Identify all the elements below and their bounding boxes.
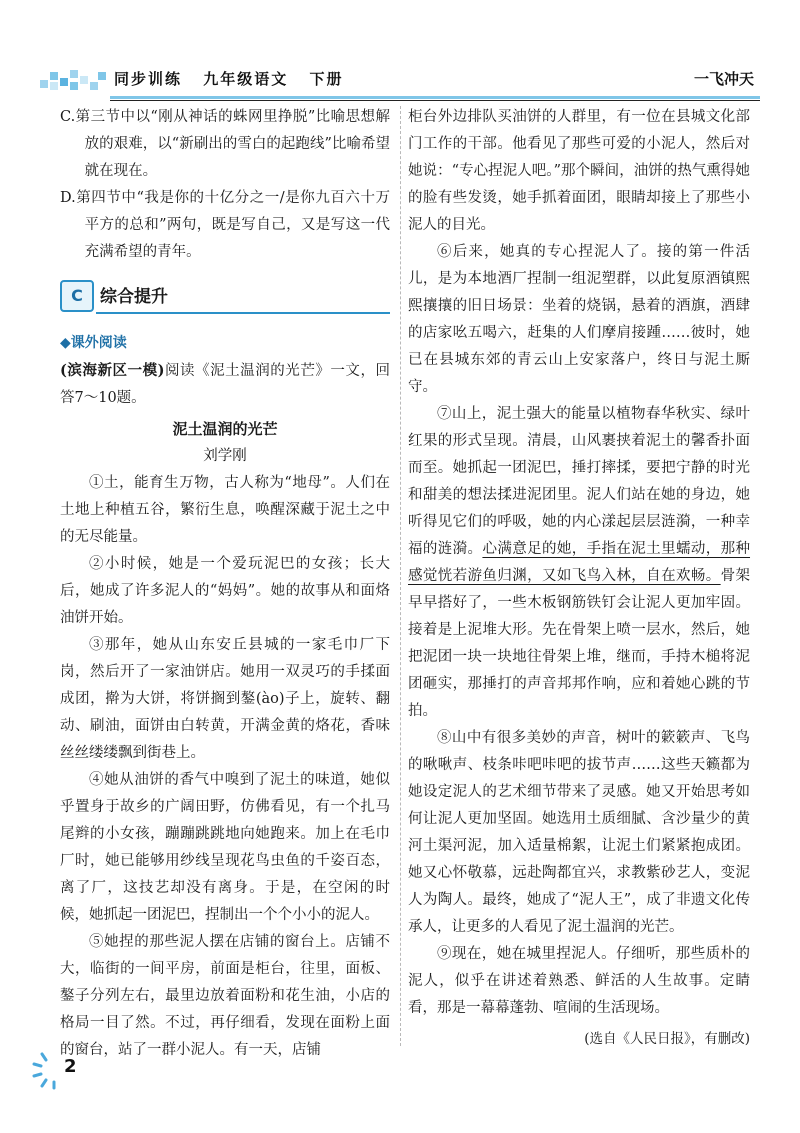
sub-heading: ◆课外阅读 [60,335,127,351]
page-number-text: 2 [64,1056,77,1077]
header-grade: 九年级语文 [203,70,289,88]
header-rule-blue [110,96,760,99]
paragraph-7-end: 骨架早早搭好了，一些木板钢筋铁钉会让泥人更加牢固。接着是上泥堆大形。先在骨架上喷一层水，然后，她把泥团一块一块地往骨架上堆，继而，手持木槌将泥团砸实，那捶打的声音邦邦作响，应和着她心跳的节拍。 [408,568,751,719]
section-title: 综合提升 [100,287,168,307]
right-column [408,104,750,1053]
option-d: D.第四节中“我是你的十亿分之一/是你九百六十万平方的总和”两句，既是写自己，又是写这一代充满希望的青年。 [60,190,390,260]
question-intro [60,357,390,412]
paragraph-1: ①土，能育生万物，古人称为“地母”。人们在土地上种植五谷，繁衍生息，唤醒深藏于泥土之中的无尽能量。 [60,475,390,545]
option-c: C.第三节中以“刚从神话的蛛网里挣脱”比喻思想解放的艰难，以“新刷出的雪白的起跑线”比喻希望就在现在。 [60,109,390,179]
paragraph-5: ⑤她捏的那些泥人摆在店铺的窗台上。店铺不大，临街的一间平房，前面是柜台，往里，面板、鏊子分列左右，最里边放着面粉和花生油，小店的格局一目了然。不过，再仔细看，发现在面粉上面的窗台，站了一群小泥人。有一天，店铺 [60,934,390,1058]
header-volume: 下册 [309,70,344,88]
paragraph-7 [408,401,750,725]
paragraph-6: ⑥后来，她真的专心捏泥人了。接的第一件活儿，是为本地酒厂捏制一组泥塑群，以此复原酒镇熙熙攘攘的旧日场景：坐着的烧锅，悬着的酒旗，酒肆的店家吆五喝六，赶集的人们摩肩接踵……彼时，她已在县城东郊的青云山上安家落户，终日与泥土厮守。 [408,244,750,395]
intro-text: 阅读《泥土温润的光芒》一文，回答7～10题。 [60,363,390,406]
header-brand: 一飞冲天 [693,70,754,88]
paragraph-5-continued: 柜台外边排队买油饼的人群里，有一位在县城文化部门工作的干部。他看见了那些可爱的小泥人，然后对她说：“专心捏泥人吧。”那个瞬间，油饼的热气熏得她的脸有些发烫，她手抓着面团，眼睛却接上了那些小泥人的目光。 [408,109,750,233]
paragraph-8: ⑧山中有很多美妙的声音，树叶的簌簌声、飞鸟的啾啾声、枝条咔吧咔吧的拔节声……这些天籁都为她设定泥人的艺术细节带来了灵感。她又开始思考如何让泥人更加坚固。她选用土质细腻、含沙量少的黄河土渠河泥，加入适量棉絮，让泥土们紧紧抱成团。她又心怀敬慕，远赴陶都宜兴，求教紫砂艺人，变泥人为陶人。最终，她成了“泥人王”，成了非遗文化传承人，让更多的人看见了泥土温润的光芒。 [408,730,750,935]
page-header [40,58,760,102]
decorative-squares-icon [40,66,110,96]
intro-source: (滨海新区一模) [60,362,165,379]
paragraph-7-underlined: 心满意足的她，手指在泥土里蠕动，那种感觉恍若游鱼归渊，又如飞鸟入林，自在欢畅。 [408,541,751,584]
article-source: (选自《人民日报》，有删改) [584,1031,750,1047]
left-column [60,104,390,1064]
page-number [30,1050,80,1090]
header-rule-dark [110,100,760,101]
column-divider [400,106,401,1046]
article-title: 泥土温润的光芒 [172,420,278,438]
article-author: 刘学刚 [203,448,247,464]
paragraph-3: ③那年，她从山东安丘县城的一家毛巾厂下岗，然后开了一家油饼店。她用一双灵巧的手揉面成团，擀为大饼，将饼搁到鏊(ào)子上，旋转、翻动、刷油，面饼由白转黄，开满金黄的烙花，香味丝丝缕缕飘到街巷上。 [60,637,390,761]
paragraph-7-start: ⑦山上，泥土强大的能量以植物春华秋实、绿叶红果的形式呈现。清晨，山风裹挟着泥土的馨香扑面而至。她抓起一团泥巴，捶打摔揉，要把宁静的时光和甜美的想法揉进泥团里。泥人们站在她的身边，她听得见它们的呼吸，她的内心漾起层层涟漪，一种幸福的涟漪。 [408,406,750,557]
book-icon: C [60,280,94,312]
paragraph-9: ⑨现在，她在城里捏泥人。仔细听，那些质朴的泥人，似乎在讲述着熟悉、鲜活的人生故事。定睛看，那是一幕幕蓬勃、喧闹的生活现场。 [408,946,750,1016]
section-heading [60,274,390,320]
header-title [114,68,358,89]
paragraph-2: ②小时候，她是一个爱玩泥巴的女孩；长大后，她成了许多泥人的“妈妈”。她的故事从和面烙油饼开始。 [60,556,390,626]
section-rule [96,312,390,314]
header-series: 同步训练 [114,70,183,88]
paragraph-4: ④她从油饼的香气中嗅到了泥土的味道，她似乎置身于故乡的广阔田野，仿佛看见，有一个扎马尾辫的小女孩，蹦蹦跳跳地向她跑来。加上在毛巾厂时，她已能够用纱线呈现花鸟虫鱼的千姿百态，离了厂，这技艺却没有离身。于是，在空闲的时候，她抓起一团泥巴，捏制出一个个小小的泥人。 [60,772,390,923]
